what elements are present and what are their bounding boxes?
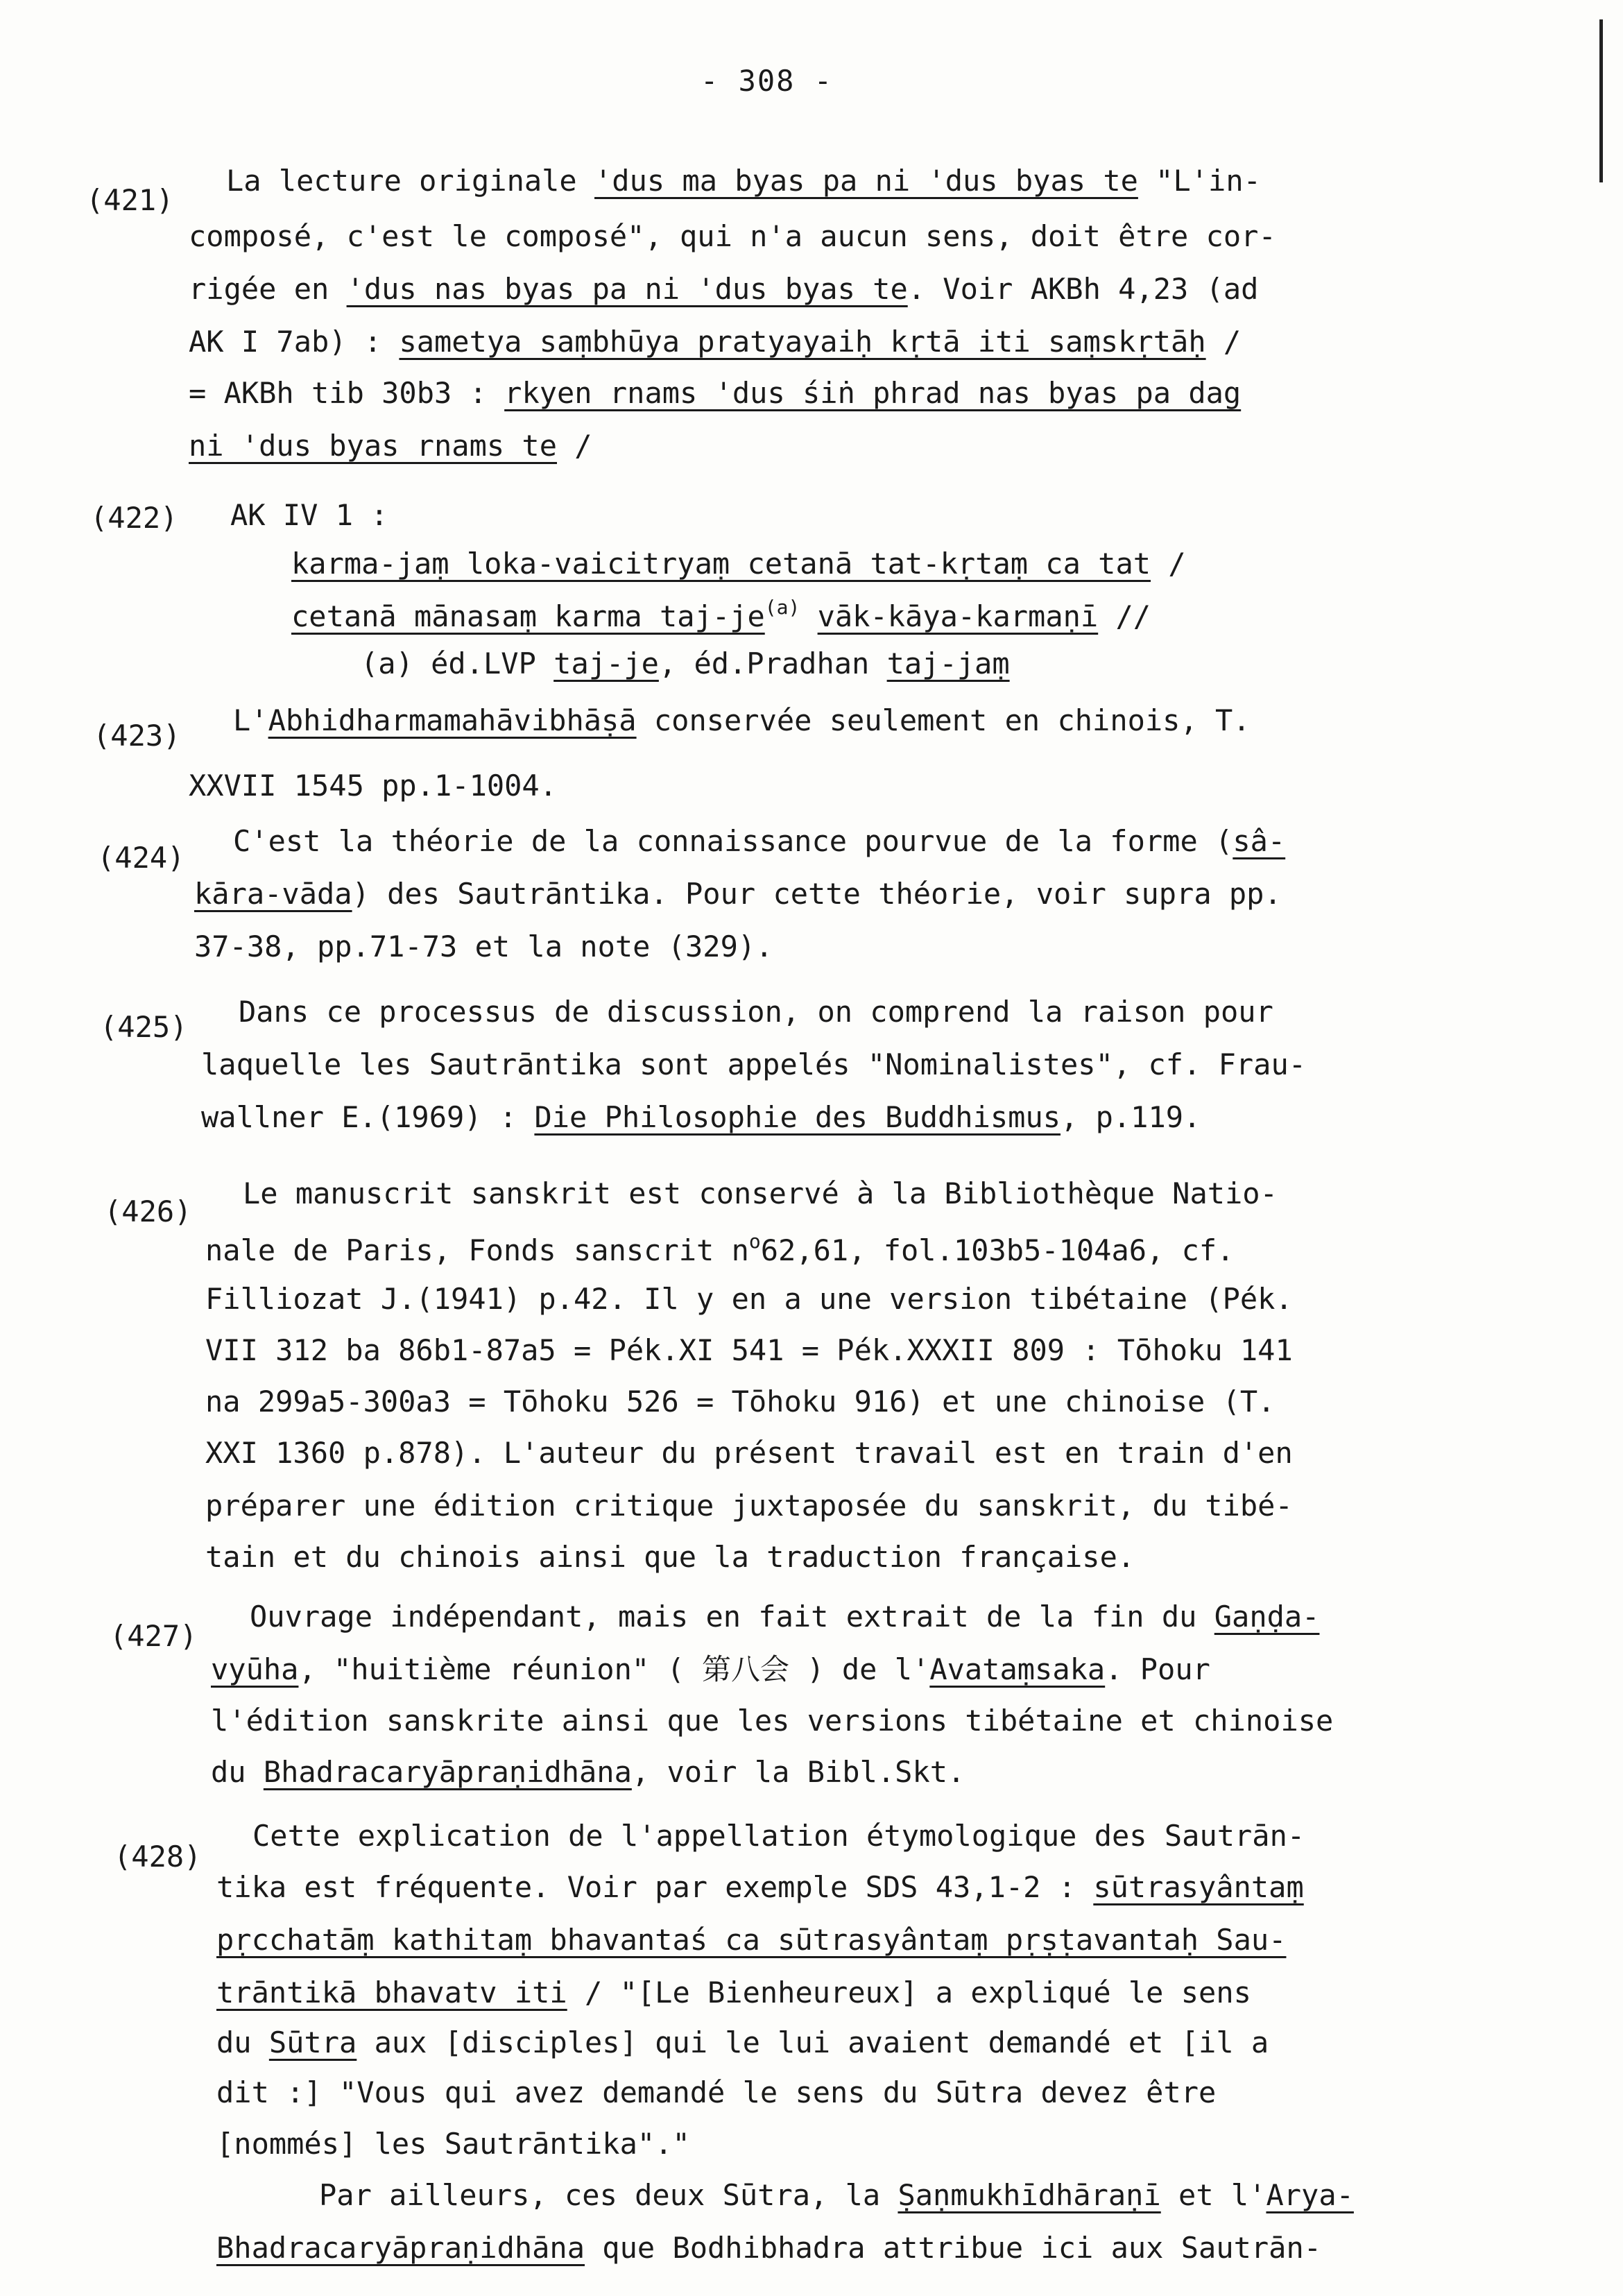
- footnote-line: [291, 598, 1151, 631]
- footnote-line: [201, 1100, 1201, 1134]
- superscript: (a): [764, 596, 800, 619]
- text-segment: La lecture originale: [226, 164, 595, 198]
- footnote-number: (428): [114, 1840, 202, 1874]
- page-number: - 308 -: [701, 64, 834, 98]
- underlined-term: pṛcchatāṃ kathitaṃ bhavantaś ca sūtrasyântaṃ pṛṣṭavantaḥ Sau-: [216, 1923, 1287, 1957]
- underlined-term: sâ-: [1233, 824, 1286, 858]
- footnote-line: [189, 327, 1241, 357]
- text-segment: //: [1098, 599, 1151, 633]
- text-segment: Dans ce processus de discussion, on comprend la raison pour: [239, 995, 1273, 1029]
- underlined-term: vāk-kāya-karmaṇī: [817, 599, 1099, 633]
- footnote-line: [205, 1385, 1276, 1419]
- text-segment: = AKBh tib 30b3 :: [189, 376, 505, 410]
- text-segment: VII 312 ba 86b1-87a5 = Pék.XI 541 = Pék.XXXII 809 : Tōhoku 141: [205, 1333, 1293, 1367]
- underlined-term: Avataṃsaka: [929, 1652, 1106, 1686]
- footnote-line: [216, 2231, 1322, 2265]
- text-segment: , éd.Pradhan: [658, 646, 887, 680]
- text-segment: 37-38, pp.71-73 et la note (329).: [194, 929, 773, 963]
- footnote-number: (425): [100, 1010, 188, 1044]
- footnote-line: [216, 2075, 1217, 2109]
- underlined-term: kāra-vāda: [194, 877, 352, 911]
- footnote-line: [205, 1436, 1293, 1470]
- underlined-term: sūtrasyântaṃ: [1093, 1870, 1304, 1904]
- footnote-line: [291, 549, 1186, 579]
- underlined-term: sametya saṃbhūya pratyayaiḥ kṛtā iti saṃskṛtāḥ: [399, 325, 1206, 359]
- text-segment: . Pour: [1105, 1652, 1210, 1686]
- underlined-term: 'dus nas byas pa ni 'dus byas te: [346, 272, 908, 306]
- footnote-line: [319, 2178, 1354, 2212]
- text-segment: l'édition sanskrite ainsi que les versions tibétaine et chinoise: [211, 1704, 1334, 1738]
- text-segment: composé, c'est le composé", qui n'a aucun sens, doit être cor-: [189, 219, 1276, 253]
- footnote-line: [189, 769, 558, 803]
- text-segment: Par ailleurs, ces deux Sūtra, la: [319, 2178, 898, 2212]
- footnote-line: [250, 1600, 1320, 1634]
- footnote-line: [239, 997, 1273, 1027]
- footnote-line: [243, 1176, 1278, 1210]
- text-segment: Ouvrage indépendant, mais en fait extrait de la fin du: [250, 1600, 1214, 1634]
- text-segment: laquelle les Sautrāntika sont appelés "Nominalistes", cf. Frau-: [201, 1047, 1307, 1081]
- footnote-line: [233, 824, 1286, 858]
- underlined-term: Die Philosophie des Buddhismus: [534, 1100, 1061, 1134]
- footnote-line: [211, 1755, 965, 1789]
- underlined-term: trāntikā bhavatv iti: [216, 1976, 567, 2010]
- footnote-line: [205, 1489, 1293, 1523]
- footnote-number: (426): [104, 1194, 192, 1228]
- underlined-term: cetanā mānasaṃ karma taj-je: [291, 599, 765, 633]
- text-segment: / "[Le Bienheureux] a expliqué le sens: [567, 1976, 1251, 2010]
- superscript: o: [748, 1230, 761, 1253]
- text-segment: , p.119.: [1060, 1100, 1201, 1134]
- text-segment: dit :] "Vous qui avez demandé le sens du Sūtra devez être: [216, 2075, 1217, 2109]
- footnote-line: [211, 1706, 1333, 1736]
- text-segment: du: [211, 1755, 264, 1789]
- text-segment: Cette explication de l'appellation étymologique des Sautrān-: [252, 1819, 1305, 1853]
- margin-rule: [1599, 19, 1603, 182]
- footnote-line: [189, 272, 1259, 306]
- underlined-term: 'dus ma byas pa ni 'dus byas te: [594, 164, 1138, 198]
- underlined-term: Bhadracaryāpraṇidhāna: [216, 2231, 585, 2265]
- footnote-line: [233, 703, 1251, 737]
- footnote-line: [205, 1333, 1293, 1367]
- text-segment: Le manuscrit sanskrit est conservé à la Bibliothèque Natio-: [243, 1176, 1278, 1210]
- text-segment: AK I 7ab) :: [189, 325, 400, 359]
- underlined-term: taj-je: [553, 646, 659, 680]
- underlined-term: vyūha: [211, 1652, 299, 1686]
- text-segment: que Bodhibhadra attribue ici aux Sautrān-: [585, 2231, 1322, 2265]
- footnote-number: (424): [97, 841, 185, 875]
- underlined-term: Bhadracaryāpraṇidhāna: [263, 1755, 632, 1789]
- text-segment: tain et du chinois ainsi que la traduction française.: [205, 1540, 1135, 1574]
- footnote-line: [226, 166, 1261, 196]
- text-segment: rigée en: [189, 272, 347, 306]
- footnote-number: (422): [90, 501, 178, 535]
- text-segment: "L'in-: [1137, 164, 1261, 198]
- text-segment: . Voir AKBh 4,23 (ad: [907, 272, 1259, 306]
- text-segment: [nommés] les Sautrāntika".": [216, 2127, 690, 2161]
- footnote-line: [205, 1540, 1135, 1574]
- footnote-line: [216, 1976, 1251, 2010]
- text-segment: [800, 599, 817, 633]
- footnote-number: (423): [93, 719, 181, 753]
- text-segment: et l': [1160, 2178, 1266, 2212]
- text-segment: na 299a5-300a3 = Tōhoku 526 = Tōhoku 916) et une chinoise (T.: [205, 1385, 1276, 1419]
- footnote-line: [216, 1923, 1287, 1957]
- underlined-term: ni 'dus byas rnams te: [189, 429, 558, 463]
- footnote-line: [205, 1232, 1234, 1265]
- footnote-line: [216, 2127, 690, 2161]
- text-segment: conservée seulement en chinois, T.: [636, 703, 1251, 737]
- underlined-term: taj-jaṃ: [886, 646, 1010, 680]
- footnote-line: [211, 1652, 1210, 1686]
- footnote-line: [216, 1870, 1304, 1904]
- text-segment: 62,61, fol.103b5-104a6, cf.: [760, 1233, 1235, 1267]
- text-segment: XXI 1360 p.878). L'auteur du présent travail est en train d'en: [205, 1436, 1293, 1470]
- footnote-line: [189, 219, 1276, 253]
- underlined-term: Abhidharmamahāvibhāṣā: [268, 703, 637, 737]
- footnote-line: [361, 646, 1010, 680]
- footnote-line: [194, 877, 1282, 911]
- footnote-line: [230, 498, 388, 532]
- underlined-term: Gaṇḍa-: [1214, 1600, 1320, 1634]
- footnote-line: [201, 1047, 1307, 1081]
- text-segment: aux [disciples] qui le lui avaient demandé et [il a: [357, 2025, 1269, 2059]
- text-segment: L': [233, 703, 268, 737]
- text-segment: tika est fréquente. Voir par exemple SDS 43,1-2 :: [216, 1870, 1094, 1904]
- underlined-term: Ṣaṇmukhīdhāraṇī: [898, 2178, 1161, 2212]
- text-segment: préparer une édition critique juxtaposée du sanskrit, du tibé-: [205, 1489, 1293, 1523]
- text-segment: , "huitième réunion" ( 第八会 ) de l': [298, 1652, 930, 1686]
- text-segment: /: [557, 429, 592, 463]
- text-segment: (a) éd.LVP: [361, 646, 554, 680]
- underlined-term: Sūtra: [268, 2025, 357, 2059]
- footnote-number: (421): [86, 183, 174, 217]
- footnote-line: [189, 431, 592, 461]
- text-segment: ) des Sautrāntika. Pour cette théorie, voir supra pp.: [352, 877, 1282, 911]
- text-segment: XXVII 1545 pp.1-1004.: [189, 769, 558, 803]
- text-segment: Filliozat J.(1941) p.42. Il y en a une version tibétaine (Pék.: [205, 1282, 1293, 1316]
- footnote-line: [205, 1282, 1293, 1316]
- text-segment: C'est la théorie de la connaissance pourvue de la forme (: [233, 824, 1233, 858]
- text-segment: AK IV 1 :: [230, 498, 388, 532]
- underlined-term: karma-jaṃ loka-vaicitryaṃ cetanā tat-kṛtaṃ ca tat: [291, 547, 1151, 581]
- footnote-line: [189, 376, 1242, 410]
- footnote-number: (427): [110, 1619, 198, 1653]
- text-segment: /: [1151, 547, 1186, 581]
- text-segment: nale de Paris, Fonds sanscrit n: [205, 1233, 749, 1267]
- underlined-term: rkyen rnams 'dus śiṅ phrad nas byas pa dag: [504, 376, 1242, 410]
- text-segment: /: [1205, 325, 1242, 359]
- underlined-term: Arya-: [1266, 2178, 1354, 2212]
- footnote-line: [194, 929, 773, 963]
- text-segment: wallner E.(1969) :: [201, 1100, 535, 1134]
- footnote-line: [252, 1819, 1305, 1853]
- text-segment: du: [216, 2025, 269, 2059]
- footnote-line: [216, 2025, 1269, 2059]
- text-segment: , voir la Bibl.Skt.: [631, 1755, 965, 1789]
